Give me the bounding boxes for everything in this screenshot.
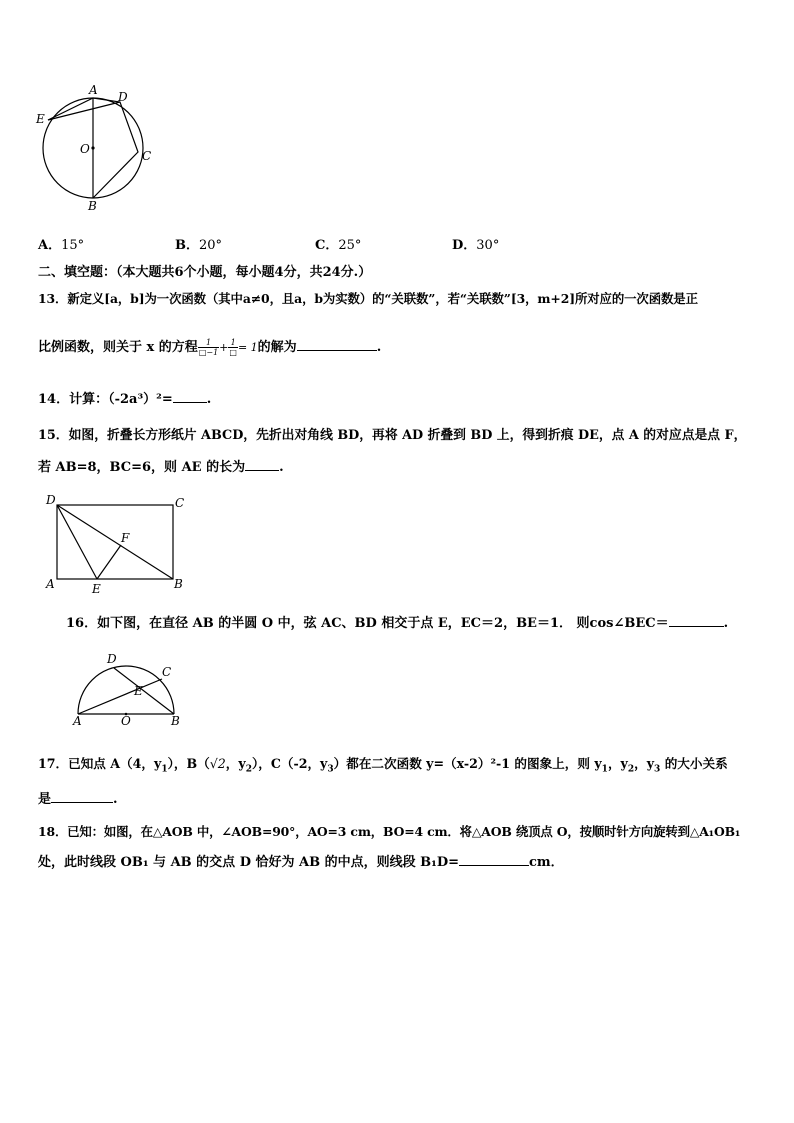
rectangle-figure <box>40 490 190 595</box>
option-b: B．20° <box>175 238 223 253</box>
label-b: B <box>88 199 97 212</box>
sqrt-two: √2 <box>209 756 226 771</box>
label-b: B <box>174 577 183 591</box>
fraction-2: $\frac{1}{□}$ <box>229 338 237 357</box>
label-o: O <box>80 142 90 156</box>
label-d: D <box>107 652 117 666</box>
label-c: C <box>142 149 152 163</box>
q15-line1: 15．如图，折叠长方形纸片 ABCD，先折出对角线 BD，再将 AD 折叠到 BD 上，得到折痕 DE，点 A 的对应点是点 F， <box>38 428 747 443</box>
q13-line2: 比例函数，则关于 x 的方程 $\frac{1}{□-1}$ + $\frac{1}{□}$ = 1的解为 . <box>38 338 382 357</box>
fraction-1: $\frac{1}{□-1}$ <box>198 338 219 357</box>
semicircle-arc <box>78 666 174 714</box>
q18-line2: 处，此时线段 OB₁ 与 AB 的交点 D 恰好为 AB 的中点，则线段 B₁D= cm． <box>38 855 564 870</box>
label-c: C <box>162 665 172 679</box>
label-a: A <box>73 714 82 728</box>
option-d: D．30° <box>452 238 500 253</box>
q14: 14．计算：（-2a³）²= . <box>38 392 212 407</box>
center-dot <box>91 146 94 149</box>
q13-line1: 13．新定义[a，b]为一次函数（其中a≠0，且a，b为实数）的“关联数”，若“关联数”[3，m+2]所对应的一次函数是正 <box>38 291 698 306</box>
label-d: D <box>118 90 128 104</box>
answer-blank-17[interactable] <box>51 790 113 803</box>
label-c: C <box>175 496 185 510</box>
label-o: O <box>121 714 131 728</box>
label-d: D <box>46 493 56 507</box>
label-a: A <box>89 83 98 97</box>
chord-ac <box>78 679 162 714</box>
circle-figure <box>30 80 160 212</box>
answer-blank-14[interactable] <box>173 390 207 403</box>
answer-blank-15[interactable] <box>245 458 279 471</box>
q18-line1: 18．已知：如图，在△AOB 中，∠AOB=90°，AO=3 cm，BO=4 cm．将△AOB 绕顶点 O，按顺时针方向旋转到△A₁OB₁ <box>38 824 741 839</box>
label-e: E <box>134 684 143 698</box>
semicircle-figure <box>70 650 190 728</box>
label-f: F <box>121 531 130 545</box>
label-a: A <box>46 577 55 591</box>
label-e: E <box>92 582 101 595</box>
option-a: A．15° <box>38 238 85 253</box>
option-c: C．25° <box>315 238 362 253</box>
answer-blank-16[interactable] <box>669 614 724 627</box>
label-e: E <box>36 112 45 126</box>
q17-line2: 是 . <box>38 792 118 807</box>
q15-line2: 若 AB=8，BC=6，则 AE 的长为 . <box>38 460 284 475</box>
answer-blank-13[interactable] <box>297 338 377 351</box>
diagonal-bd <box>57 505 173 579</box>
answer-blank-18[interactable] <box>459 853 529 866</box>
section-title: 二、填空题：（本大题共6个小题，每小题4分，共24分.） <box>38 265 372 280</box>
crease-de <box>57 505 97 579</box>
q16: 16．如下图，在直径 AB 的半圆 O 中，弦 AC、BD 相交于点 E，EC＝2，BE＝1． 则cos∠BEC＝ . <box>66 616 729 631</box>
q17-line1: 17．已知点 A（4，$y_1$），B（√2，$y_2$），C（-2，$y_3$）都在二次函数 y=（x-2）²-1 的图象上，则 $y_1$，$y_2$，$y_3$ 的大小关系 <box>38 756 728 775</box>
segment-ef <box>97 545 121 579</box>
label-b: B <box>171 714 180 728</box>
